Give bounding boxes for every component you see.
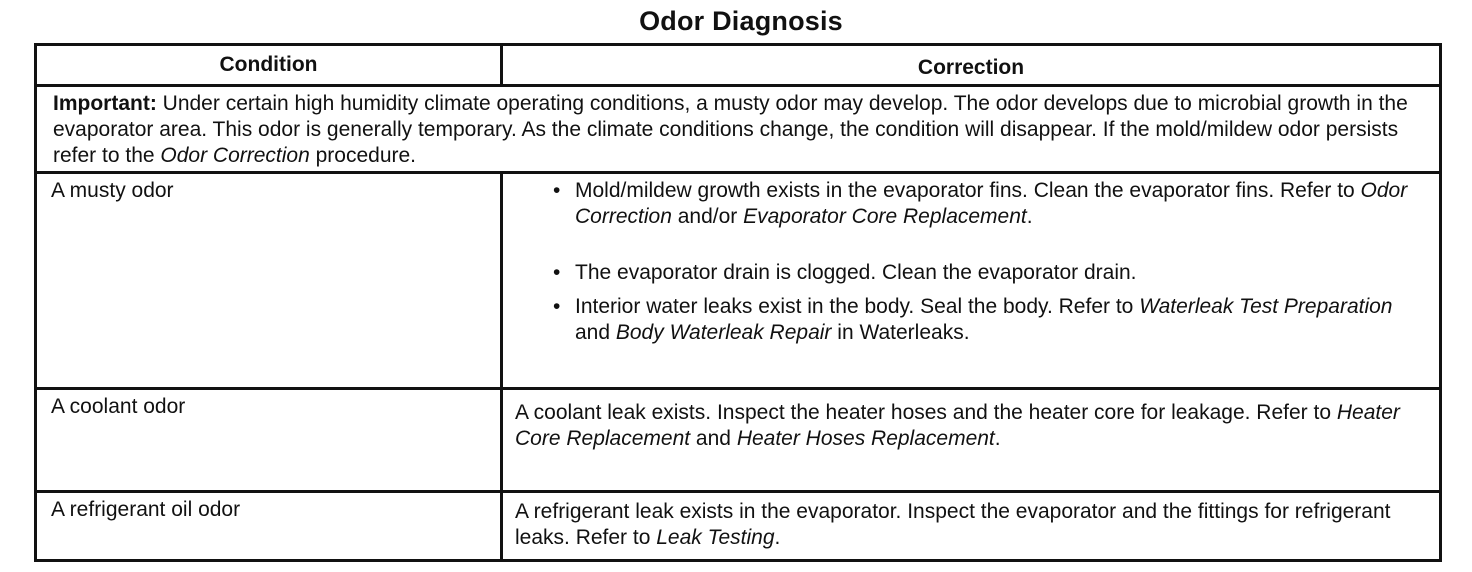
important-note <box>36 86 1441 173</box>
correction-text: . <box>774 526 781 549</box>
correction-text: and/or <box>671 205 744 228</box>
odor-diagnosis-table <box>34 43 1442 562</box>
bullet-icon: • <box>553 261 561 284</box>
correction-text: Mold/mildew growth exists in the evaporator fins. Clean the evaporator fins. Refer to <box>575 179 1361 202</box>
list-item <box>549 294 1427 346</box>
procedure-reference: Heater Core Replacement <box>515 401 1400 450</box>
correction-text: A refrigerant leak exists in the evaporator. Inspect the evaporator and the fittings for refrigerant leaks. Refer to <box>515 500 1391 549</box>
condition-cell: A musty odor <box>36 173 502 389</box>
correction-list <box>515 178 1427 346</box>
correction-text: Interior water leaks exist in the body. Seal the body. Refer to <box>575 295 1140 318</box>
correction-text: A coolant leak exists. Inspect the heater hoses and the heater core for leakage. Refer to <box>515 401 1337 424</box>
header-row <box>36 45 1441 86</box>
procedure-reference: Body Waterleak Repair <box>615 321 832 344</box>
condition-cell: A refrigerant oil odor <box>36 492 502 561</box>
table-row <box>36 173 1441 389</box>
important-text: Under certain high humidity climate operating conditions, a musty odor may develop. The odor develops due to microbial growth in the evaporator area. This odor is generally temporary. As the climate conditions change, the condition will disappear. If the mold/mildew odor persists refer to the <box>53 92 1408 167</box>
list-item <box>549 260 1427 286</box>
correction-text: in Waterleaks. <box>831 321 970 344</box>
correction-cell <box>502 492 1441 561</box>
bullet-icon: • <box>553 295 561 318</box>
correction-cell <box>502 173 1441 389</box>
correction-text: and <box>690 427 737 450</box>
procedure-reference: Evaporator Core Replacement <box>743 205 1027 228</box>
list-item <box>549 178 1427 230</box>
procedure-reference: Leak Testing <box>656 526 775 549</box>
condition-header: Condition <box>36 45 502 86</box>
procedure-reference: Heater Hoses Replacement <box>736 427 995 450</box>
correction-text: and <box>575 321 616 344</box>
important-label: Important: <box>53 92 157 115</box>
condition-cell: A coolant odor <box>36 389 502 492</box>
correction-text: . <box>994 427 1001 450</box>
page-title: Odor Diagnosis <box>639 6 843 36</box>
correction-text: The evaporator drain is clogged. Clean the evaporator drain. <box>575 261 1137 284</box>
correction-header: Correction <box>502 45 1441 86</box>
correction-cell <box>502 389 1441 492</box>
procedure-reference: Waterleak Test Preparation <box>1139 295 1393 318</box>
important-reference: Odor Correction <box>160 144 310 167</box>
bullet-icon: • <box>553 179 561 202</box>
procedure-reference: Odor Correction <box>575 179 1408 228</box>
correction-text: . <box>1026 205 1033 228</box>
table-row <box>36 389 1441 492</box>
important-row <box>36 86 1441 173</box>
table-row <box>36 492 1441 561</box>
important-text-end: procedure. <box>309 144 417 167</box>
